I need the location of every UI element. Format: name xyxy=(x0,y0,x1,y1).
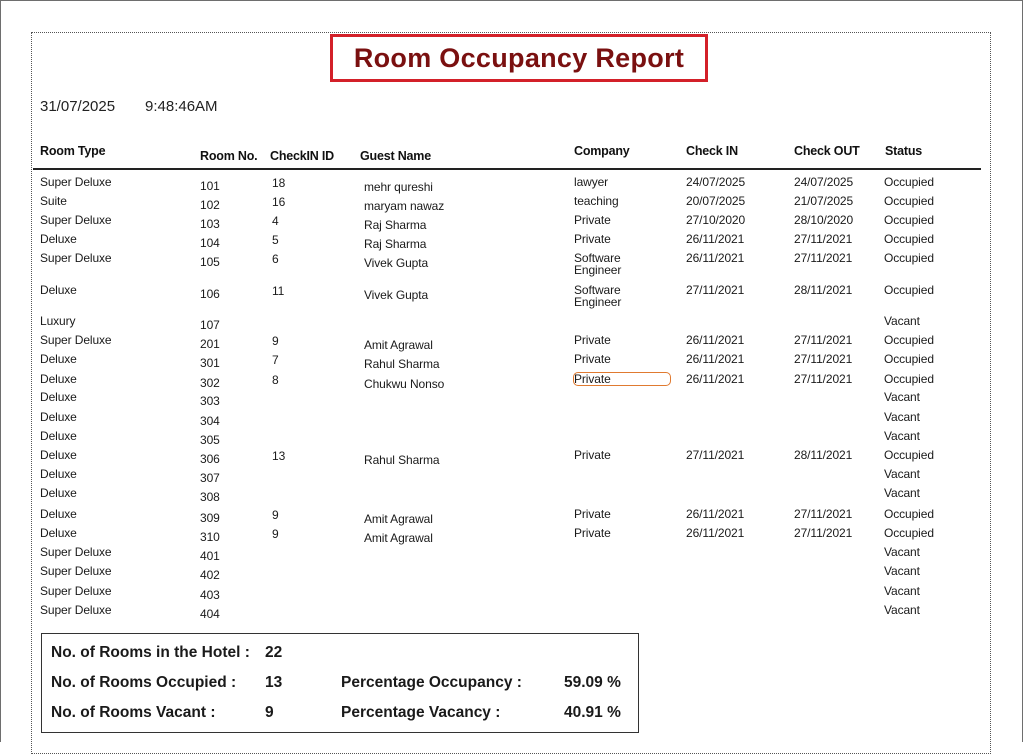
status-cell: Occupied xyxy=(884,283,934,297)
company-cell: Private xyxy=(574,352,611,366)
checkin-id-cell: 13 xyxy=(272,449,286,463)
table-row xyxy=(0,487,1023,506)
room-no-cell: 102 xyxy=(200,198,220,212)
checkin-id-cell: 9 xyxy=(272,334,279,348)
room-no-cell: 104 xyxy=(200,236,220,250)
status-cell: Occupied xyxy=(884,175,934,189)
company-cell: Private xyxy=(574,448,611,462)
status-cell: Occupied xyxy=(884,352,934,366)
room-type-cell: Deluxe xyxy=(40,429,77,443)
col-header-checkin-id: CheckIN ID xyxy=(270,149,334,163)
check-out-cell: 27/11/2021 xyxy=(794,526,853,540)
total-rooms-label: No. of Rooms in the Hotel : xyxy=(51,644,250,661)
status-cell: Occupied xyxy=(884,372,934,386)
status-cell: Vacant xyxy=(884,603,920,617)
room-no-cell: 106 xyxy=(200,287,220,301)
status-cell: Occupied xyxy=(884,251,934,265)
report-time: 9:48:46AM xyxy=(145,98,218,115)
room-type-cell: Super Deluxe xyxy=(40,333,112,347)
vacant-rooms-value: 9 xyxy=(265,704,274,721)
table-row xyxy=(0,214,1023,233)
occupied-rooms-value: 13 xyxy=(265,674,283,691)
status-cell: Occupied xyxy=(884,333,934,347)
status-cell: Vacant xyxy=(884,584,920,598)
table-row xyxy=(0,283,1023,309)
check-in-cell: 20/07/2025 xyxy=(686,194,746,208)
table-row xyxy=(0,546,1023,565)
check-out-cell: 27/11/2021 xyxy=(794,251,853,265)
room-type-cell: Deluxe xyxy=(40,283,77,297)
check-in-cell: 26/11/2021 xyxy=(686,333,745,347)
room-type-cell: Deluxe xyxy=(40,372,77,386)
check-in-cell: 26/11/2021 xyxy=(686,372,745,386)
room-no-cell: 403 xyxy=(200,588,220,602)
room-type-cell: Super Deluxe xyxy=(40,603,112,617)
room-no-cell: 107 xyxy=(200,318,220,332)
checkin-id-cell: 5 xyxy=(272,233,279,247)
table-row xyxy=(0,353,1023,372)
table-row xyxy=(0,373,1023,392)
status-cell: Occupied xyxy=(884,213,934,227)
room-type-cell: Super Deluxe xyxy=(40,213,112,227)
room-type-cell: Deluxe xyxy=(40,467,77,481)
status-cell: Vacant xyxy=(884,429,920,443)
check-out-cell: 27/11/2021 xyxy=(794,352,853,366)
company-cell: Private xyxy=(574,213,611,227)
check-in-cell: 27/11/2021 xyxy=(686,448,745,462)
table-row xyxy=(0,430,1023,449)
company-cell: Private xyxy=(574,507,611,521)
room-type-cell: Deluxe xyxy=(40,352,77,366)
total-rooms-value: 22 xyxy=(265,644,283,661)
check-out-cell: 24/07/2025 xyxy=(794,175,854,189)
room-no-cell: 401 xyxy=(200,549,220,563)
check-out-cell: 28/11/2021 xyxy=(794,448,853,462)
guest-name-cell: Raj Sharma xyxy=(364,237,427,251)
guest-name-cell: Chukwu Nonso xyxy=(364,377,445,391)
check-in-cell: 27/11/2021 xyxy=(686,283,745,297)
room-no-cell: 305 xyxy=(200,433,220,447)
room-no-cell: 201 xyxy=(200,337,220,351)
table-row xyxy=(0,176,1023,195)
status-cell: Vacant xyxy=(884,314,920,328)
report-title: Room Occupancy Report xyxy=(330,34,708,82)
room-no-cell: 101 xyxy=(200,179,220,193)
company-cell: Private xyxy=(574,333,611,347)
table-row xyxy=(0,315,1023,334)
table-row xyxy=(0,449,1023,468)
room-type-cell: Suite xyxy=(40,194,67,208)
company-cell: Software Engineer xyxy=(574,251,622,277)
check-out-cell: 28/11/2021 xyxy=(794,283,853,297)
table-row xyxy=(0,411,1023,430)
table-row xyxy=(0,604,1023,623)
percentage-occupancy-label: Percentage Occupancy : xyxy=(341,674,522,691)
guest-name-cell: maryam nawaz xyxy=(364,199,445,213)
room-type-cell: Super Deluxe xyxy=(40,564,112,578)
table-row xyxy=(0,468,1023,487)
vacant-rooms-label: No. of Rooms Vacant : xyxy=(51,704,216,721)
table-row xyxy=(0,233,1023,252)
check-out-cell: 21/07/2025 xyxy=(794,194,854,208)
company-cell: lawyer xyxy=(574,175,609,189)
checkin-id-cell: 8 xyxy=(272,373,279,387)
room-no-cell: 105 xyxy=(200,255,220,269)
room-type-cell: Super Deluxe xyxy=(40,251,112,265)
status-cell: Occupied xyxy=(884,194,934,208)
guest-name-cell: Amit Agrawal xyxy=(364,512,433,526)
room-no-cell: 306 xyxy=(200,452,220,466)
room-type-cell: Deluxe xyxy=(40,448,77,462)
company-cell: Private xyxy=(574,373,670,385)
guest-name-cell: Vivek Gupta xyxy=(364,288,429,302)
check-in-cell: 26/11/2021 xyxy=(686,526,745,540)
table-row xyxy=(0,195,1023,214)
guest-name-cell: Rahul Sharma xyxy=(364,357,440,371)
col-header-check-in: Check IN xyxy=(686,144,738,158)
col-header-room-no: Room No. xyxy=(200,149,258,163)
percentage-vacancy-label: Percentage Vacancy : xyxy=(341,704,501,721)
room-no-cell: 404 xyxy=(200,607,220,621)
room-type-cell: Deluxe xyxy=(40,410,77,424)
guest-name-cell: Raj Sharma xyxy=(364,218,427,232)
guest-name-cell: Vivek Gupta xyxy=(364,256,429,270)
status-cell: Occupied xyxy=(884,232,934,246)
table-row xyxy=(0,334,1023,353)
room-no-cell: 307 xyxy=(200,471,220,485)
col-header-room-type: Room Type xyxy=(40,144,106,158)
company-cell: Software Engineer xyxy=(574,283,622,309)
table-row xyxy=(0,508,1023,527)
room-no-cell: 302 xyxy=(200,376,220,390)
room-type-cell: Super Deluxe xyxy=(40,175,112,189)
summary-box xyxy=(41,633,639,733)
status-cell: Vacant xyxy=(884,390,920,404)
col-header-check-out: Check OUT xyxy=(794,144,860,158)
percentage-vacancy-value: 40.91 % xyxy=(564,704,621,721)
room-type-cell: Deluxe xyxy=(40,526,77,540)
company-cell: Private xyxy=(574,526,611,540)
room-no-cell: 310 xyxy=(200,530,220,544)
check-in-cell: 26/11/2021 xyxy=(686,251,745,265)
guest-name-cell: Amit Agrawal xyxy=(364,531,433,545)
room-no-cell: 308 xyxy=(200,490,220,504)
col-header-guest-name: Guest Name xyxy=(360,149,431,163)
check-out-cell: 27/11/2021 xyxy=(794,372,853,386)
col-header-company: Company xyxy=(574,144,630,158)
check-out-cell: 27/11/2021 xyxy=(794,232,853,246)
room-no-cell: 304 xyxy=(200,414,220,428)
checkin-id-cell: 9 xyxy=(272,527,279,541)
room-no-cell: 301 xyxy=(200,356,220,370)
check-in-cell: 24/07/2025 xyxy=(686,175,746,189)
header-divider xyxy=(33,168,981,170)
room-type-cell: Luxury xyxy=(40,314,76,328)
check-in-cell: 27/10/2020 xyxy=(686,213,746,227)
room-type-cell: Deluxe xyxy=(40,232,77,246)
status-cell: Vacant xyxy=(884,467,920,481)
status-cell: Vacant xyxy=(884,410,920,424)
room-type-cell: Deluxe xyxy=(40,507,77,521)
company-cell: Private xyxy=(574,232,611,246)
checkin-id-cell: 6 xyxy=(272,252,279,266)
check-in-cell: 26/11/2021 xyxy=(686,352,745,366)
table-row xyxy=(0,527,1023,546)
percentage-occupancy-value: 59.09 % xyxy=(564,674,621,691)
table-row xyxy=(0,251,1023,277)
check-out-cell: 28/10/2020 xyxy=(794,213,854,227)
room-no-cell: 303 xyxy=(200,394,220,408)
guest-name-cell: Rahul Sharma xyxy=(364,453,440,467)
guest-name-cell: mehr qureshi xyxy=(364,180,433,194)
checkin-id-cell: 9 xyxy=(272,508,279,522)
room-type-cell: Super Deluxe xyxy=(40,545,112,559)
room-type-cell: Super Deluxe xyxy=(40,584,112,598)
status-cell: Occupied xyxy=(884,448,934,462)
room-type-cell: Deluxe xyxy=(40,390,77,404)
company-cell: teaching xyxy=(574,194,619,208)
table-row xyxy=(0,565,1023,584)
checkin-id-cell: 7 xyxy=(272,353,279,367)
status-cell: Occupied xyxy=(884,507,934,521)
status-cell: Vacant xyxy=(884,486,920,500)
check-in-cell: 26/11/2021 xyxy=(686,507,745,521)
table-row xyxy=(0,391,1023,410)
checkin-id-cell: 4 xyxy=(272,214,279,228)
guest-name-cell: Amit Agrawal xyxy=(364,338,433,352)
status-cell: Vacant xyxy=(884,545,920,559)
check-out-cell: 27/11/2021 xyxy=(794,507,853,521)
checkin-id-cell: 11 xyxy=(272,284,285,298)
occupied-rooms-label: No. of Rooms Occupied : xyxy=(51,674,237,691)
status-cell: Occupied xyxy=(884,526,934,540)
col-header-status: Status xyxy=(885,144,923,158)
status-cell: Vacant xyxy=(884,564,920,578)
room-no-cell: 402 xyxy=(200,568,220,582)
room-no-cell: 309 xyxy=(200,511,220,525)
report-date: 31/07/2025 xyxy=(40,98,116,115)
checkin-id-cell: 18 xyxy=(272,176,286,190)
room-type-cell: Deluxe xyxy=(40,486,77,500)
checkin-id-cell: 16 xyxy=(272,195,286,209)
check-out-cell: 27/11/2021 xyxy=(794,333,853,347)
room-no-cell: 103 xyxy=(200,217,220,231)
check-in-cell: 26/11/2021 xyxy=(686,232,745,246)
table-row xyxy=(0,585,1023,604)
